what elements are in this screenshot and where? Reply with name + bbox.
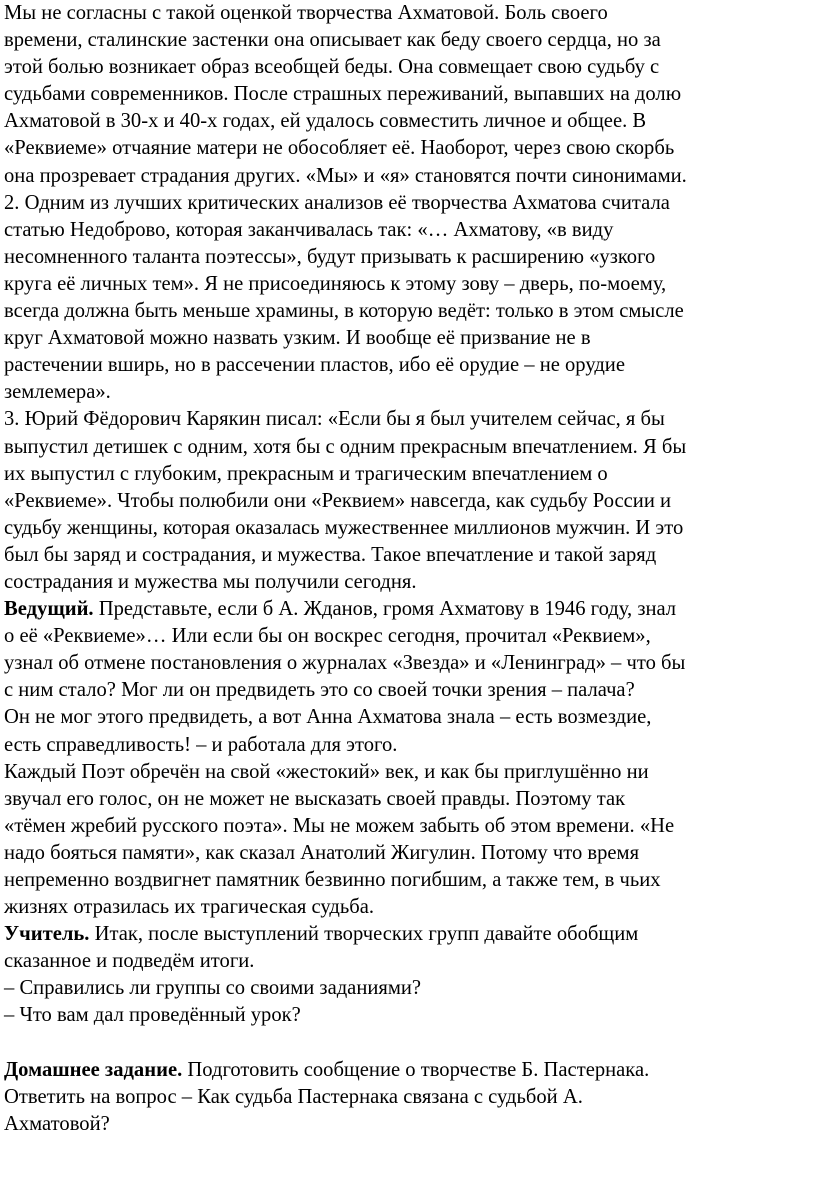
- text-line: о её «Реквиеме»… Или если бы он воскрес сегодня, прочитал «Реквием»,: [4, 625, 651, 648]
- text-line: судьбами современников. После страшных переживаний, выпавших на долю: [4, 83, 682, 106]
- text-line: она прозревает страдания других. «Мы» и «я» становятся почти синонимами.: [4, 164, 687, 187]
- text-line: «Реквиеме» отчаяние матери не обособляет её. Наоборот, через свою скорбь: [4, 137, 675, 160]
- text-line: круга её личных тем». Я не присоединяюсь к этому зову – дверь, по-моему,: [4, 272, 667, 295]
- text-line: есть справедливость! – и работала для этого.: [4, 733, 398, 756]
- text-line: Ахматовой?: [4, 1112, 110, 1135]
- teacher-line: [4, 921, 812, 948]
- text-line: был бы заряд и сострадания, и мужества. Такое впечатление и такой заряд: [4, 543, 657, 566]
- homework-line: [4, 1057, 812, 1084]
- text-line: 3. Юрий Фёдорович Карякин писал: «Если бы я был учителем сейчас, я бы: [4, 408, 665, 431]
- presenter-label: Ведущий.: [4, 598, 94, 621]
- teacher-text: Итак, после выступлений творческих групп давайте обобщим: [89, 923, 639, 946]
- teacher-label: Учитель.: [4, 923, 90, 946]
- text-line: их выпустил с глубоким, прекрасным и трагическим впечатлением о: [4, 462, 608, 485]
- text-line: всегда должна быть меньше храмины, в которую ведёт: только в этом смысле: [4, 300, 684, 323]
- text-line: сострадания и мужества мы получили сегодня.: [4, 570, 417, 593]
- text-line: Каждый Поэт обречён на свой «жестокий» век, и как бы приглушённо ни: [4, 760, 649, 783]
- text-line: растечении вширь, но в рассечении пластов, ибо её орудие – не орудие: [4, 354, 625, 377]
- presenter-text: Представьте, если б А. Жданов, громя Ахматову в 1946 году, знал: [93, 598, 677, 621]
- text-line: круг Ахматовой можно назвать узким. И вообще её призвание не в: [4, 327, 591, 350]
- text-line: судьбу женщины, которая оказалась мужественнее миллионов мужчин. И это: [4, 516, 684, 539]
- text-line: надо бояться памяти», как сказал Анатолий Жигулин. Потому что время: [4, 841, 640, 864]
- text-line: «тёмен жребий русского поэта». Мы не можем забыть об этом времени. «Не: [4, 814, 675, 837]
- blank-line: [4, 1030, 812, 1057]
- intro-text-block: [4, 0, 812, 596]
- text-line: – Что вам дал проведённый урок?: [4, 1004, 301, 1027]
- text-line: с ним стало? Мог ли он предвидеть это со своей точки зрения – палача?: [4, 679, 635, 702]
- text-line: жизнях отразилась их трагическая судьба.: [4, 896, 375, 919]
- teacher-text-block: [4, 948, 812, 1029]
- text-line: статью Недоброво, которая заканчивалась так: «… Ахматову, «в виду: [4, 218, 614, 241]
- text-line: Мы не согласны с такой оценкой творчества Ахматовой. Боль своего: [4, 2, 608, 24]
- text-line: сказанное и подведём итоги.: [4, 950, 255, 973]
- text-line: «Реквиеме». Чтобы полюбили они «Реквием» навсегда, как судьбу России и: [4, 489, 672, 512]
- text-line: времени, сталинские застенки она описывает как беду своего сердца, но за: [4, 29, 661, 52]
- text-line: землемера».: [4, 381, 111, 404]
- text-line: звучал его голос, он не может не высказать своей правды. Поэтому так: [4, 787, 626, 810]
- text-line: выпустил детишек с одним, хотя бы с одним прекрасным впечатлением. Я бы: [4, 435, 687, 458]
- text-line: Ответить на вопрос – Как судьба Пастернака связана с судьбой А.: [4, 1085, 583, 1108]
- presenter-line: [4, 596, 812, 623]
- homework-label: Домашнее задание.: [4, 1058, 183, 1081]
- homework-text: Подготовить сообщение о творчестве Б. Пастернака.: [182, 1058, 650, 1081]
- text-line: несомненного таланта поэтессы», будут призывать к расширению «узкого: [4, 245, 656, 268]
- text-line: Он не мог этого предвидеть, а вот Анна Ахматова знала – есть возмездие,: [4, 706, 652, 729]
- homework-text-block: [4, 1084, 812, 1138]
- text-line: Ахматовой в 30-х и 40-х годах, ей удалось совместить личное и общее. В: [4, 110, 647, 133]
- document-page: [4, 0, 812, 1138]
- text-line: узнал об отмене постановления о журналах «Звезда» и «Ленинград» – что бы: [4, 652, 686, 675]
- text-line: этой болью возникает образ всеобщей беды. Она совмещает свою судьбу с: [4, 56, 660, 79]
- text-line: 2. Одним из лучших критических анализов её творчества Ахматова считала: [4, 191, 670, 214]
- text-line: непременно воздвигнет памятник безвинно погибшим, а также тем, в чьих: [4, 869, 661, 891]
- text-line: – Справились ли группы со своими заданиями?: [4, 977, 422, 1000]
- presenter-text-block: [4, 623, 812, 921]
